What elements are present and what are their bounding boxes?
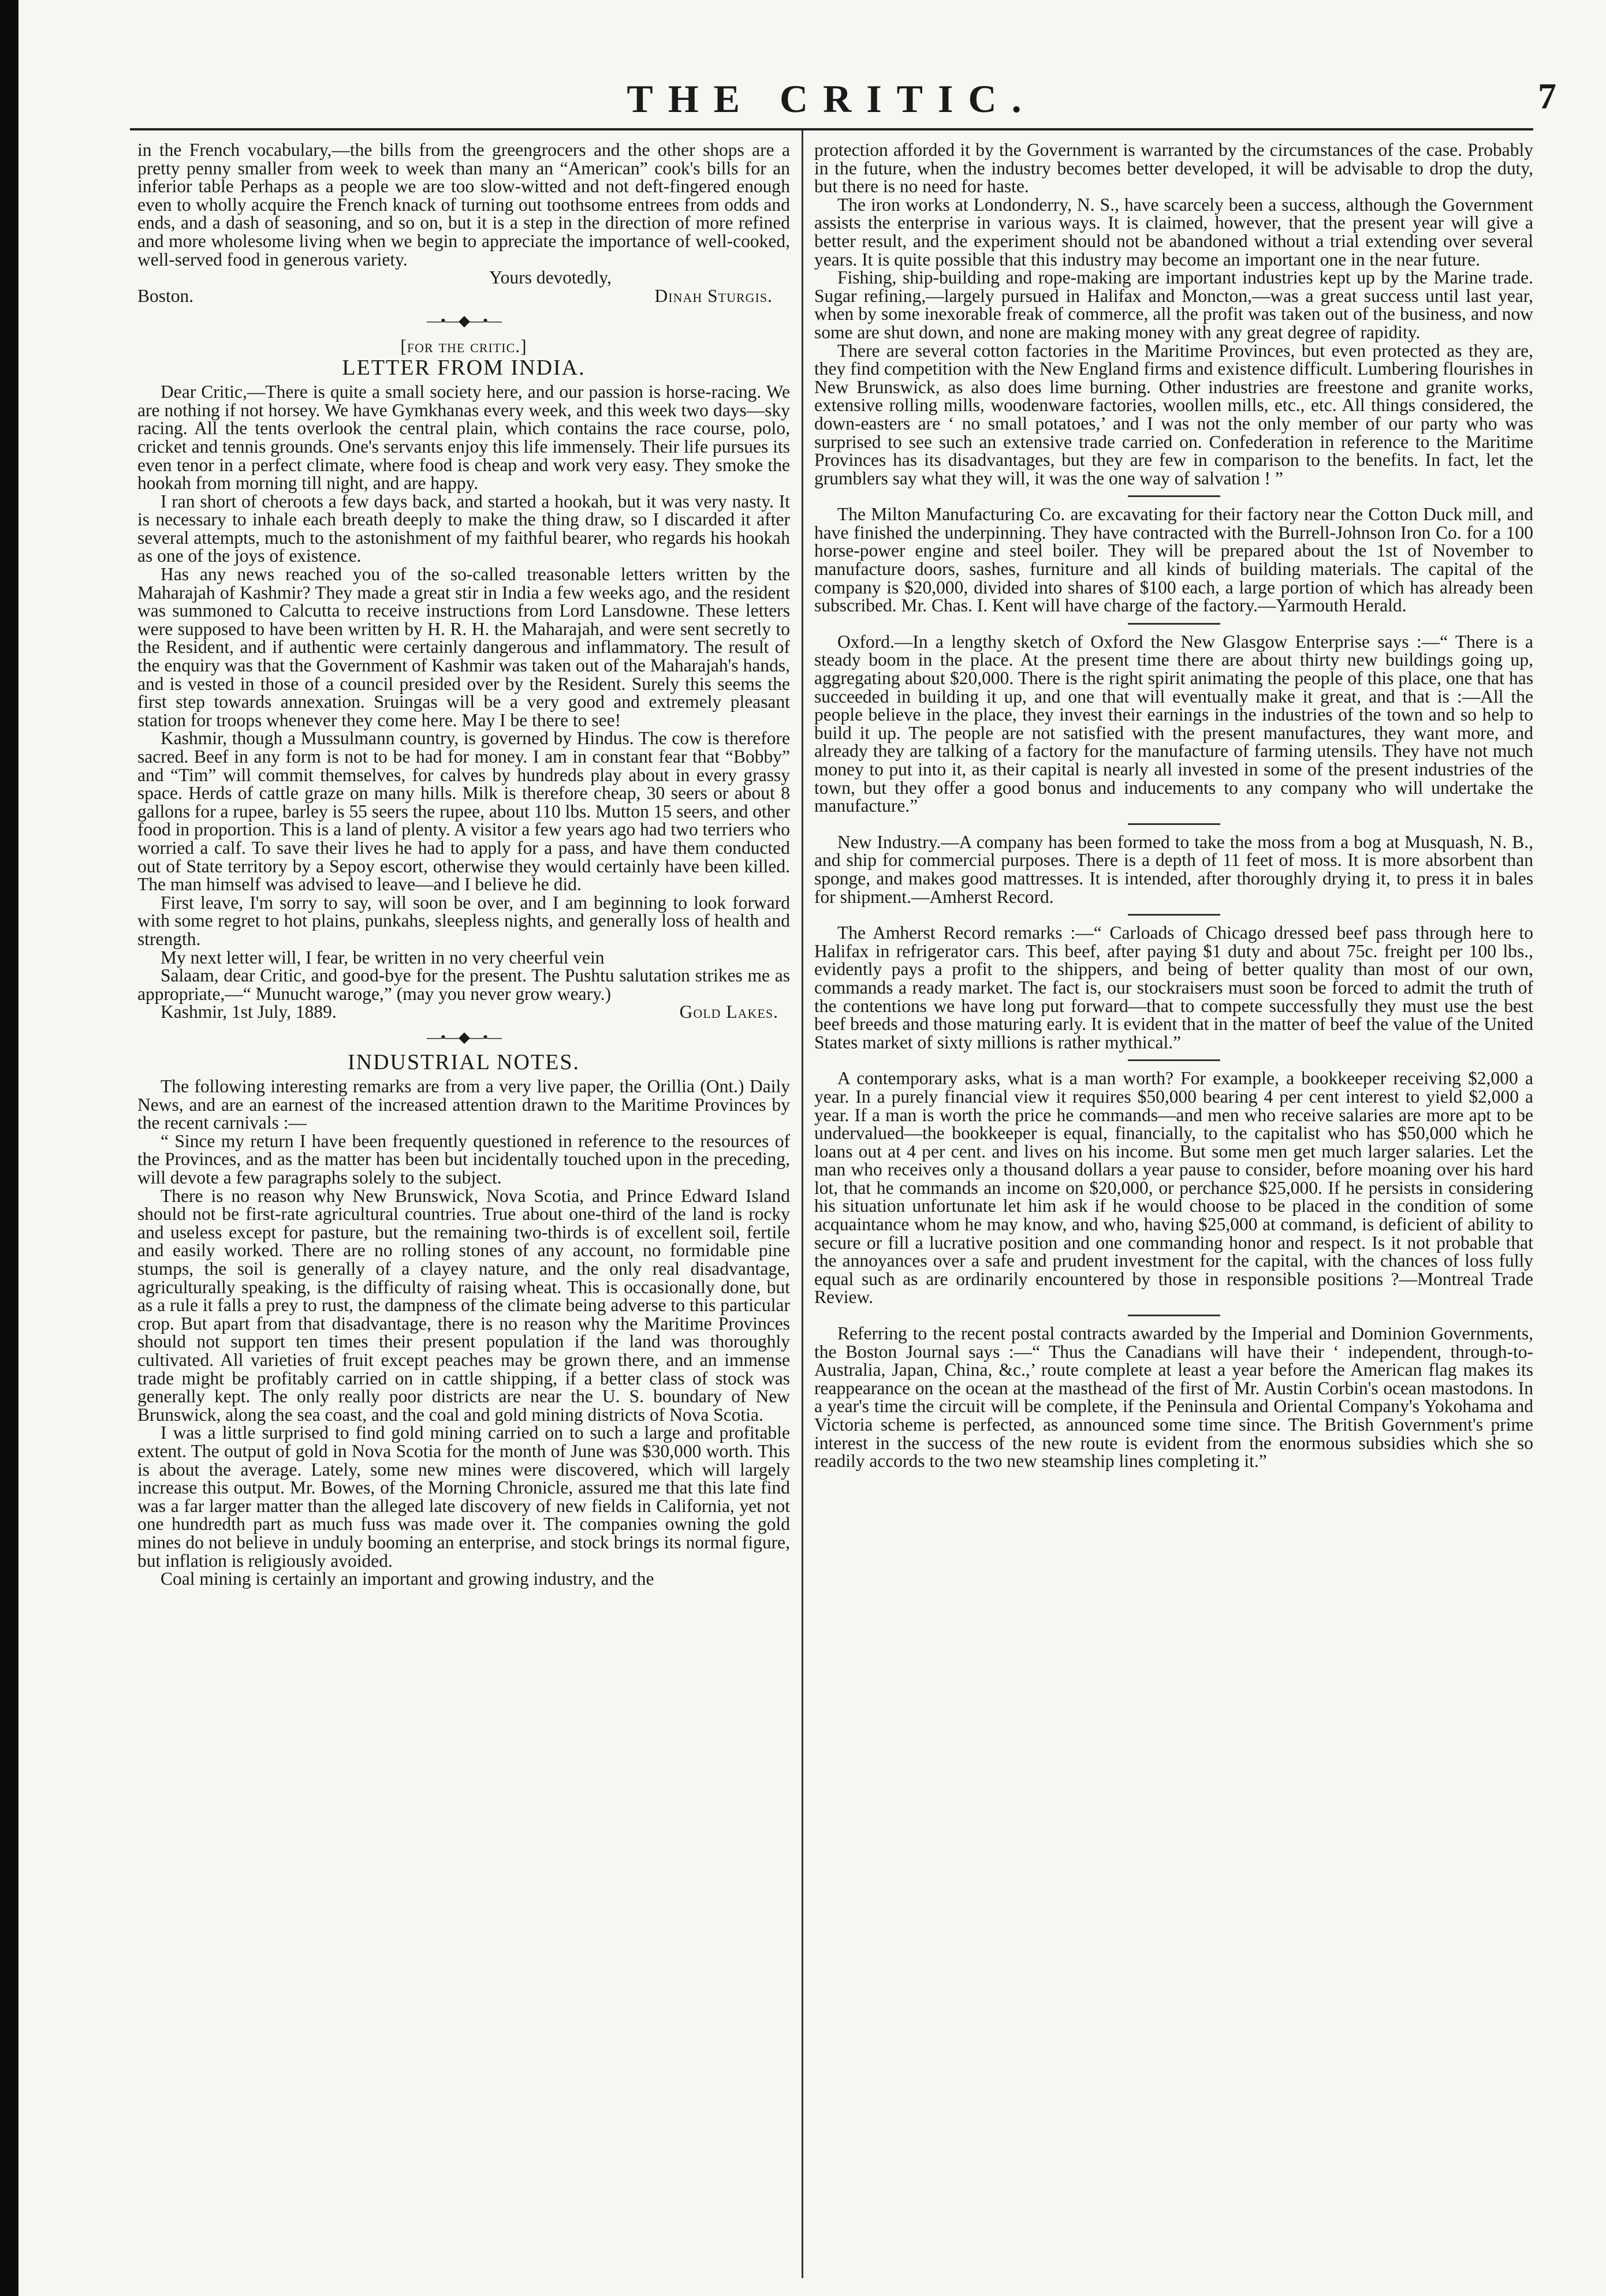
signature-place: Boston. [137,285,194,306]
milton-manufacturing-item: The Milton Manufacturing Co. are excavating for their factory near the Cotton Duck mill, and have finished the underpinning. They have contracted with the Burrell-Johnson Iron Co. for a 100 horse-power engine and steel boiler. They will be prepared about the 1st of November to manufacture doors, sashes, furniture and all kinds of building materials. The capital of the company is $20,000, divided into shares of $100 each, a large portion of which has already been subscribed. Mr. Chas. I. Kent will have charge of the factory.—Yarmouth Herald. [814,504,1533,616]
article-paragraph: The iron works at Londonderry, N. S., have scarcely been a success, although the Government assists the enterprise in various ways. It is claimed, however, that the present year will give a better result, and the experiment should not be abandoned without a trial extending over several years. It is quite possible that this industry may become an important one in the near future. [814,194,1533,270]
ornament-divider: —•—◆—•— [426,1028,501,1046]
article-paragraph: Dear Critic,—There is quite a small society here, and our passion is horse-racing. We are nothing if not horsey. We have Gymkhanas every week, and this week two days—sky racing. All the tents overlook the central plain, which contains the race course, polo, cricket and tennis grounds. One's servants enjoy this life immensely. Their life pursues its even tenor in a perfect climate, where food is cheap and work very easy. They smoke the hookah from morning till night, and are happy. [137,382,790,494]
article-paragraph: I was a little surprised to find gold mining carried on to such a large and profitable extent. The output of gold in Nova Scotia for the month of June was $30,000 worth. This is about the average. Lately, some new mines were discovered, which will largely increase this output. Mr. Bowes, of the Morning Chronicle, assured me that this late find was a far larger matter than the alleged late discovery of new fields in California, yet not one hundredth part as much fuss was made over it. The companies owning the gold mines do not believe in unduly booming an enterprise, and stock brings its normal figure, but inflation is religiously avoided. [137,1423,790,1571]
article-paragraph: There is no reason why New Brunswick, Nova Scotia, and Prince Edward Island should not be first-rate agricultural countries. True about one-third of the land is rocky and useless except for pasture, but the remaining two-thirds is of excellent soil, fertile and easily worked. There are no rolling stones of any account, no formidable pine stumps, the soil is generally of a clayey nature, and the only real disadvantage, agriculturally speaking, is the difficulty of raising wheat. This is occasionally done, but as a rule it falls a prey to rust, the dampness of the climate being adverse to this particular crop. But apart from that disadvantage, there is no reason why the Maritime Provinces should not support ten times their present population if the land was thoroughly cultivated. All varieties of fruit except peaches may be grown there, and an immense trade might be profitably carried on in cattle shipping, if a better class of stock was generally kept. The only really poor districts are near the U. S. boundary of New Brunswick, along the sea coast, and the coal and gold mining districts of Nova Scotia. [137,1185,790,1425]
column-divider [802,130,803,2278]
letter-signature [137,287,790,305]
masthead-title: THE CRITIC. [627,77,1037,121]
article-paragraph: Fishing, ship-building and rope-making are important industries kept up by the Marine trade. Sugar refining,—largely pursued in Halifax and Moncton,—was a great success until last year, when by some inexorable freak of commerce, all the profit was taken out of the business, and now some are shut down, and none are making money with any great degree of rapidity. [814,267,1533,342]
india-letter-signature [137,1003,790,1021]
article-paragraph: First leave, I'm sorry to say, will soon be over, and I am beginning to look forward with some regret to hot plains, punkahs, sleepless nights, and generally loss of health and strength. [137,892,790,949]
india-letter-author: Gold Lakes. [679,1002,778,1022]
article-paragraph: The following interesting remarks are from a very live paper, the Orillia (Ont.) Daily News, and are an earnest of the increased attention drawn to the Maritime Provinces by the recent carnivals :— [137,1076,790,1133]
new-industry-item: New Industry.—A company has been formed to take the moss from a bog at Musquash, N. B., and ship for commercial purposes. There is a depth of 11 feet of moss. It is more absorbent than sponge, and makes good mattresses. It is intended, after thoroughly drying it, to press it in bales for shipment.—Amherst Record. [814,831,1533,907]
section-rule [1128,623,1220,625]
letter-closing: Yours devotedly, [489,267,612,288]
article-paragraph: Coal mining is certainly an important and growing industry, and the [161,1569,654,1589]
letter-end-paragraph: in the French vocabulary,—the bills from the greengrocers and the other shops are a pretty penny smaller from week to week than many an “American” cook's bills for an inferior table Perhaps as a people we are too slow-witted and not deft-fingered enough even to wholly acquire the French knack of turning out toothsome entrees from odds and ends, and a dash of seasoning, and so on, but it is a step in the direction of more refined and more wholesome living when we begin to appreciate the importance of well-cooked, well-served food in generous variety. [137,140,790,270]
article-paragraph: Kashmir, though a Mussulmann country, is governed by Hindus. The cow is therefore sacred. Beef in any form is not to be had for money. I am in constant fear that “Bobby” and “Tim” will commit themselves, for calves by hundreds play about in every grassy space. Herds of cattle graze on many hills. Milk is therefore cheap, 30 seers or about 8 gallons for a rupee, barley is 55 seers the rupee, about 110 lbs. Mutton 15 seers, and other food in proportion. This is a land of plenty. A visitor a few years ago had two terriers who worried a calf. To save their lives he had to apply for a pass, and have them conducted out of State territory by a Sepoy escort, otherwise they would certainly have been killed. The man himself was advised to leave—and I believe he did. [137,728,790,895]
section-rule [1128,823,1220,825]
oxford-item: Oxford.—In a lengthy sketch of Oxford the New Glasgow Enterprise says :—“ There is a steady boom in the place. At the present time there are about thirty new buildings going up, aggregating about $20,000. There is the right spirit animating the people of this place, one that has succeeded in building it up, and one that will eventually make it great, and that is :—All the people believe in the place, they invest their earnings in the industries of the town and so help to build it up. The people are not satisfied with the present manufactures, they want more, and already they are talking of a factory for the manufacture of farming utensils. They have not much money to put into it, as their capital is nearly all invested in some of the present industries of the town, but they offer a good bonus and inducements to any company who will undertake the manufacture.” [814,631,1533,816]
section-rule [1128,1059,1220,1061]
left-column [137,141,790,1588]
article-paragraph: protection afforded it by the Government is warranted by the circumstances of the case. Probably in the future, when the industry becomes better developed, it will be advisable to drop the duty, but there is no need for haste. [814,140,1533,197]
industrial-notes-heading: INDUSTRIAL NOTES. [347,1050,580,1074]
article-paragraph: I ran short of cheroots a few days back, and started a hookah, but it was very nasty. It is necessary to inhale each breath deeply to make the thing draw, so I discarded it after several attempts, much to the astonishment of my faithful bearer, who regards his hookah as one of the joys of existence. [137,491,790,566]
section-rule [1128,1315,1220,1316]
section-rule [1128,914,1220,916]
signature-name: Dinah Sturgis. [654,285,773,306]
right-column [814,141,1533,1470]
page-number: 7 [1538,76,1556,117]
letter-from-india-heading: LETTER FROM INDIA. [342,355,586,380]
scan-edge-bar [0,0,18,2296]
ornament-divider: —•—◆—•— [426,312,501,330]
india-letter-date: Kashmir, 1st July, 1889. [161,1002,337,1022]
article-paragraph: Salaam, dear Critic, and good-bye for the present. The Pushtu salutation strikes me as appropriate,—“ Munucht waroge,” (may you never grow weary.) [137,965,790,1004]
article-paragraph: “ Since my return I have been frequently questioned in reference to the resources of the Provinces, and as the matter has been but incidentally touched upon in the preceding, will devote a few paragraphs solely to the subject. [137,1130,790,1188]
amherst-record-item: The Amherst Record remarks :—“ Carloads of Chicago dressed beef pass through here to Halifax in refrigerator cars. This beef, after paying $1 duty and about 75c. freight per 100 lbs., evidently pays a profit to the shippers, and being of better quality than most of our own, commands a ready market. The fact is, our stockraisers must soon be forced to admit the truth of the contentions we have long put forward—that to compete successfully they must use the best beef breeds and those maturing early. It is evident that in the matter of beef the value of the United States market of sixty millions is rather mythical.” [814,923,1533,1052]
article-paragraph: There are several cotton factories in the Maritime Provinces, but even protected as they are, they find competition with the New England firms and existence difficult. Lumbering flourishes in New Brunswick, as also does lime burning. Other industries are freestone and granite works, extensive rolling mills, woodenware factories, woollen mills, etc., etc. All things considered, the down-easters are ‘ no small potatoes,’ and I was not the only member of our party who was surprised to see such an extensive trade carried on. Confederation in reference to the Maritime Provinces has its disadvantages, but they are few in comparison to the benefits. In fact, let the grumblers say what they will, it was the one way of salvation ! ” [814,340,1533,488]
section-rule [1128,495,1220,497]
for-the-critic-label: [for the critic.] [400,335,527,356]
man-worth-item: A contemporary asks, what is a man worth? For example, a bookkeeper receiving $2,000 a year. In a purely financial view it requires $50,000 bearing 4 per cent interest to yield $2,000 a year. If a man is worth the price he commands—and men who receive salaries are more apt to be undervalued—the bookkeeper is equal, financially, to the capitalist who has $50,000 which he loans out at 4 per cent. and lives on his income. But some men get much larger salaries. Let the man who receives only a thousand dollars a year pause to consider, before moaning over his hard lot, that he commands an income on $20,000, or perchance $25,000. If he persists in considering his situation unfortunate let him ask if he would choose to be placed in the condition of some acquaintance whom he may know, and who, having $25,000 at command, is deficient of ability to secure or fill a lucrative position and one commanding honor and respect. Is it not probable that the annoyances over a safe and prudent investment for the capital, with the chances of loss fully equal such as are ordinarily encountered by those in responsible positions ?—Montreal Trade Review. [814,1068,1533,1308]
postal-contracts-item: Referring to the recent postal contracts awarded by the Imperial and Dominion Governments, the Boston Journal says :—“ Thus the Canadians will have their ‘ independent, through-to-Australia, Japan, China, &c.,’ route complete at least a year before the American flag makes its reappearance on the ocean at the masthead of the first of Mr. Austin Corbin's ocean mastodons. In a year's time the circuit will be complete, if the Peninsula and Oriental Company's Yokohama and Victoria scheme is perfected, as announced some time since. The British Government's prime interest in the success of the new route is evident from the enormous subsidies which she so readily accords to the two new steamship lines completing it.” [814,1323,1533,1472]
article-paragraph: My next letter will, I fear, be written in no very cheerful vein [161,947,605,968]
article-paragraph: Has any news reached you of the so-called treasonable letters written by the Maharajah of Kashmir? They made a great stir in India a few weeks ago, and the resident was summoned to Calcutta to receive instructions from Lord Lansdowne. These letters were supposed to have been written by H. R. H. the Maharajah, and were sent secretly to the Resident, and if authentic were certainly dangerous and inflammatory. The result of the enquiry was that the Government of Kashmir was taken out of the Maharajah's hands, and is vested in those of a council presided over by the Resident. Surely this seems the first step towards annexation. Sruingas will be a very good and extremely pleasant station for troops whenever they come here. May I be there to see! [137,564,790,730]
header-rule [130,128,1533,130]
page-header [130,70,1556,134]
